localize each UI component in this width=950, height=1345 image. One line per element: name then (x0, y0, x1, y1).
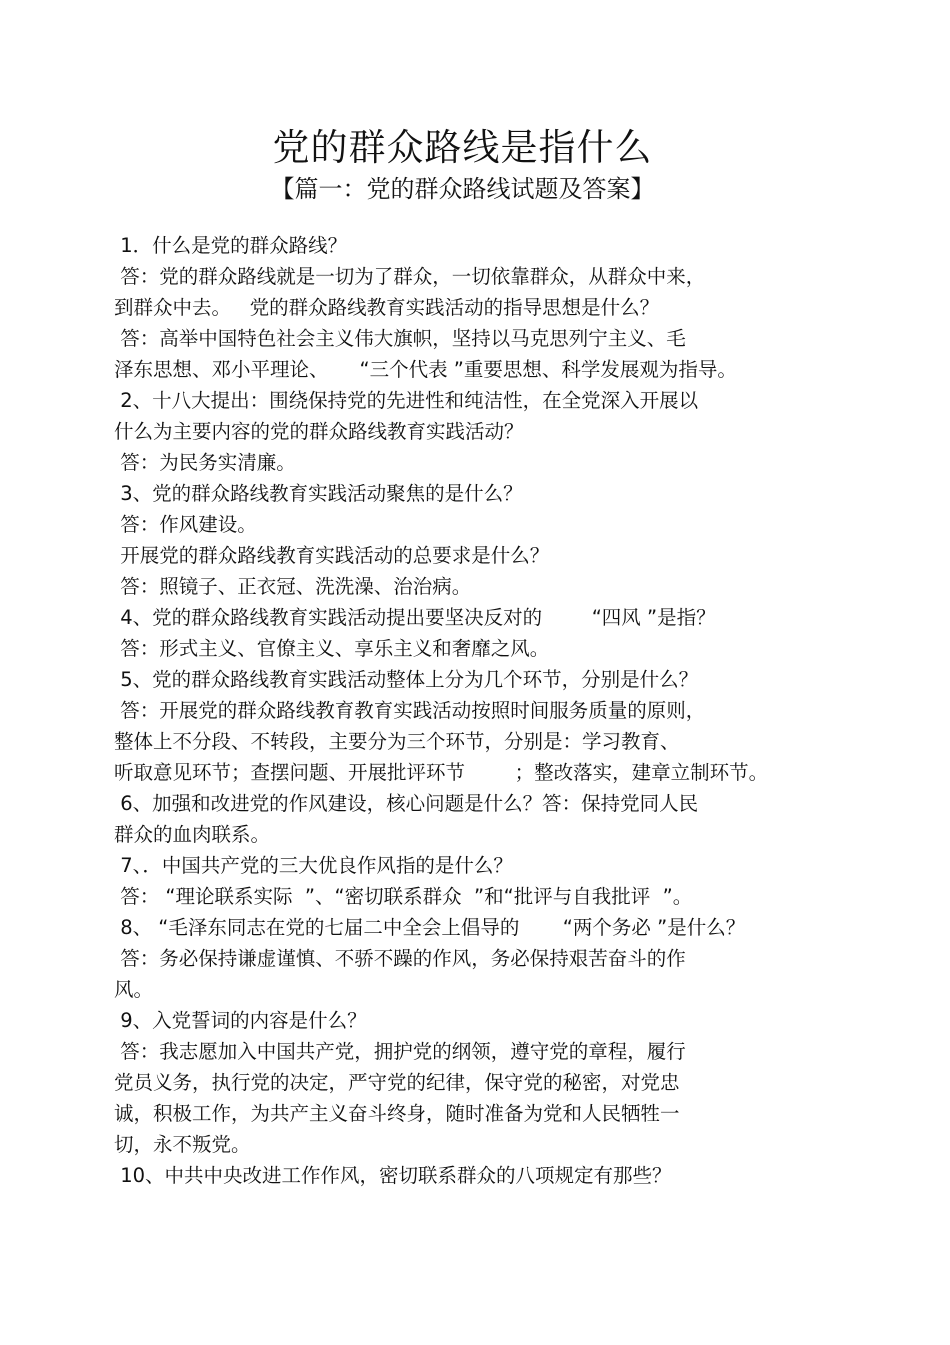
text-line: 1．什么是党的群众路线？ (114, 234, 348, 257)
text-line: 5、党的群众路线教育实践活动整体上分为几个环节，分别是什么？ (114, 668, 699, 691)
text-line: 10、中共中央改进工作作风，密切联系群众的八项规定有那些？ (114, 1164, 672, 1187)
text-line: 9、入党誓词的内容是什么？ (114, 1009, 367, 1032)
text-line: 3、党的群众路线教育实践活动聚焦的是什么？ (114, 482, 523, 505)
text-line: 泽东思想、邓小平理论、 “三个代表 ”重要思想、科学发展观为指导。 (114, 358, 737, 381)
text-line: 整体上不分段、不转段，主要分为三个环节，分别是：学习教育、 (114, 730, 680, 753)
text-line: 4、党的群众路线教育实践活动提出要坚决反对的 “四风 ”是指？ (114, 606, 716, 629)
text-line: 答：高举中国特色社会主义伟大旗帜，坚持以马克思列宁主义、毛 (114, 327, 686, 350)
text-line: 答：为民务实清廉。 (114, 451, 296, 474)
text-line: 党员义务，执行党的决定，严守党的纪律，保守党的秘密，对党忠 (114, 1071, 680, 1094)
text-line: 答：作风建设。 (114, 513, 257, 536)
text-line: 7、．中国共产党的三大优良作风指的是什么？ (114, 854, 513, 877)
text-line: 到群众中去。 党的群众路线教育实践活动的指导思想是什么？ (114, 296, 660, 319)
text-line: 答：开展党的群众路线教育教育实践活动按照时间服务质量的原则， (114, 699, 706, 722)
text-line: 答： “理论联系实际 ”、“密切联系群众 ”和“批评与自我批评 ”。 (114, 885, 693, 908)
text-line: 开展党的群众路线教育实践活动的总要求是什么？ (114, 544, 550, 567)
text-line: 诚，积极工作，为共产主义奋斗终身，随时准备为党和人民牺牲一 (114, 1102, 680, 1125)
text-line: 什么为主要内容的党的群众路线教育实践活动？ (114, 420, 524, 443)
text-line: 8、 “毛泽东同志在党的七届二中全会上倡导的 “两个务必 ”是什么？ (114, 916, 746, 939)
text-line: 答：照镜子、正衣冠、洗洗澡、治治病。 (114, 575, 472, 598)
document-body (114, 230, 934, 1191)
document-title: 党的群众路线是指什么 (272, 126, 653, 169)
text-line: 风。 (114, 978, 154, 1001)
text-line: 群众的血肉联系。 (114, 823, 271, 846)
text-line: 2、十八大提出：围绕保持党的先进性和纯洁性，在全党深入开展以 (114, 389, 699, 412)
document-subtitle: 【篇一：党的群众路线试题及答案】 (270, 175, 655, 203)
text-line: 答：务必保持谦虚谨慎、不骄不躁的作风，务必保持艰苦奋斗的作 (114, 947, 686, 970)
text-line: 答：形式主义、官僚主义、享乐主义和奢靡之风。 (114, 637, 550, 660)
text-line: 听取意见环节；查摆问题、开展批评环节 ；整改落实，建章立制环节。 (114, 761, 769, 784)
text-line: 切，永不叛党。 (114, 1133, 251, 1156)
text-line: 答：党的群众路线就是一切为了群众，一切依靠群众，从群众中来， (114, 265, 706, 288)
text-line: 答：我志愿加入中国共产党，拥护党的纲领，遵守党的章程，履行 (114, 1040, 686, 1063)
text-line: 6、加强和改进党的作风建设，核心问题是什么？答：保持党同人民 (114, 792, 699, 815)
